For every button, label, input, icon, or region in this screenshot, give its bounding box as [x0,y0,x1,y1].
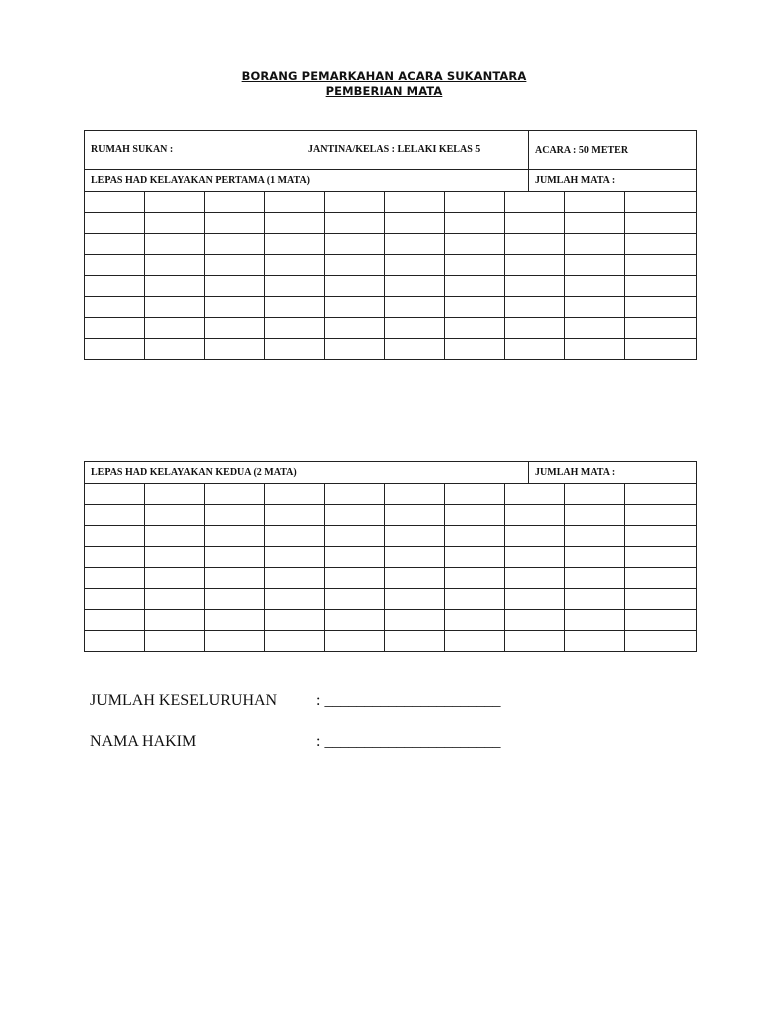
score-cell[interactable] [505,213,565,234]
table-row [85,276,697,297]
table-row [85,505,697,526]
score-cell[interactable] [205,318,265,339]
score-cell[interactable] [505,505,565,526]
score-cell[interactable] [625,526,697,547]
score-cell[interactable] [385,610,445,631]
score-cell[interactable] [505,234,565,255]
table-row [85,568,697,589]
score-cell[interactable] [505,297,565,318]
score-cell[interactable] [145,568,205,589]
acara-label: ACARA : 50 METER [529,131,697,170]
score-cell[interactable] [505,631,565,652]
score-cell[interactable] [265,526,325,547]
table-row [85,526,697,547]
score-cell[interactable] [85,192,145,213]
score-cell[interactable] [445,505,505,526]
score-cell[interactable] [565,568,625,589]
score-cell[interactable] [445,276,505,297]
score-cell[interactable] [325,610,385,631]
score-cell[interactable] [205,589,265,610]
score-cell[interactable] [445,589,505,610]
score-cell[interactable] [625,505,697,526]
nama-hakim-row [90,733,500,751]
form-subtitle: PEMBERIAN MATA [325,84,443,98]
jumlah-mata-label-2: JUMLAH MATA : [529,462,697,484]
score-cell[interactable] [505,610,565,631]
scoring-table-first [84,130,697,360]
score-cell[interactable] [445,568,505,589]
score-cell[interactable] [265,547,325,568]
score-cell[interactable] [625,631,697,652]
score-cell[interactable] [505,568,565,589]
score-cell[interactable] [385,339,445,360]
score-cell[interactable] [505,255,565,276]
score-cell[interactable] [445,526,505,547]
score-cell[interactable] [325,631,385,652]
score-cell[interactable] [565,505,625,526]
score-cell[interactable] [325,297,385,318]
score-cell[interactable] [205,192,265,213]
score-cell[interactable] [445,339,505,360]
score-cell[interactable] [625,589,697,610]
score-cell[interactable] [565,213,625,234]
score-cell[interactable] [445,547,505,568]
rumah-sukan-label: RUMAH SUKAN : [91,144,174,155]
score-cell[interactable] [445,484,505,505]
score-cell[interactable] [205,297,265,318]
score-cell[interactable] [505,192,565,213]
score-cell[interactable] [565,631,625,652]
score-cell[interactable] [265,297,325,318]
score-cell[interactable] [625,484,697,505]
score-cell[interactable] [565,484,625,505]
jantina-kelas-label: JANTINA/KELAS : LELAKI KELAS 5 [308,144,481,155]
score-cell[interactable] [205,505,265,526]
score-cell[interactable] [325,589,385,610]
score-cell[interactable] [325,234,385,255]
nama-hakim-label: NAMA HAKIM [90,733,197,750]
score-cell[interactable] [145,213,205,234]
table-row [85,234,697,255]
score-cell[interactable] [565,318,625,339]
jumlah-keseluruhan-blank: : ______________________ [316,692,501,709]
score-cell[interactable] [385,568,445,589]
score-cell[interactable] [445,192,505,213]
score-cell[interactable] [85,318,145,339]
form-title: BORANG PEMARKAHAN ACARA SUKANTARA [241,69,527,83]
score-cell[interactable] [385,276,445,297]
nama-hakim-blank: : ______________________ [316,733,501,750]
score-cell[interactable] [205,526,265,547]
score-cell[interactable] [565,192,625,213]
jumlah-mata-label-1: JUMLAH MATA : [529,170,697,192]
table-row [85,297,697,318]
score-cell[interactable] [325,255,385,276]
score-cell[interactable] [565,276,625,297]
score-cell[interactable] [625,234,697,255]
score-cell[interactable] [325,526,385,547]
score-cell[interactable] [85,568,145,589]
score-cell[interactable] [505,339,565,360]
score-cell[interactable] [205,339,265,360]
score-cell[interactable] [325,213,385,234]
score-cell[interactable] [145,610,205,631]
score-cell[interactable] [445,318,505,339]
score-cell[interactable] [265,213,325,234]
score-cell[interactable] [505,276,565,297]
score-cell[interactable] [205,213,265,234]
score-cell[interactable] [85,547,145,568]
score-cell[interactable] [85,213,145,234]
score-cell[interactable] [325,547,385,568]
score-cell[interactable] [445,297,505,318]
score-cell[interactable] [85,589,145,610]
score-cell[interactable] [385,234,445,255]
score-cell[interactable] [145,234,205,255]
score-cell[interactable] [565,526,625,547]
score-cell[interactable] [265,255,325,276]
score-cell[interactable] [205,276,265,297]
score-cell[interactable] [625,276,697,297]
score-cell[interactable] [625,255,697,276]
score-cell[interactable] [205,234,265,255]
score-cell[interactable] [205,631,265,652]
score-cell[interactable] [625,213,697,234]
score-cell[interactable] [565,589,625,610]
score-cell[interactable] [385,213,445,234]
header-cell-rumah-jantina [85,131,529,170]
score-cell[interactable] [385,526,445,547]
score-cell[interactable] [145,547,205,568]
score-cell[interactable] [325,339,385,360]
score-cell[interactable] [145,631,205,652]
score-cell[interactable] [385,589,445,610]
score-cell[interactable] [445,610,505,631]
score-grid-first [85,192,697,360]
score-cell[interactable] [385,255,445,276]
score-cell[interactable] [265,318,325,339]
table-row [85,484,697,505]
jumlah-keseluruhan-row [90,692,500,710]
score-cell[interactable] [85,297,145,318]
score-cell[interactable] [625,192,697,213]
score-cell[interactable] [565,547,625,568]
score-cell[interactable] [325,568,385,589]
table-row [85,631,697,652]
table-row [85,547,697,568]
score-cell[interactable] [625,547,697,568]
score-cell[interactable] [85,234,145,255]
score-cell[interactable] [385,484,445,505]
score-cell[interactable] [325,505,385,526]
score-cell[interactable] [265,610,325,631]
table-row [85,589,697,610]
score-cell[interactable] [145,297,205,318]
score-cell[interactable] [205,484,265,505]
score-cell[interactable] [265,234,325,255]
score-cell[interactable] [625,339,697,360]
score-cell[interactable] [145,276,205,297]
score-cell[interactable] [85,339,145,360]
score-cell[interactable] [625,318,697,339]
score-cell[interactable] [145,589,205,610]
score-cell[interactable] [205,255,265,276]
table-row [85,213,697,234]
score-cell[interactable] [505,318,565,339]
table-row [85,192,697,213]
score-cell[interactable] [505,526,565,547]
table-row [85,255,697,276]
score-cell[interactable] [385,297,445,318]
score-cell[interactable] [385,505,445,526]
score-cell[interactable] [565,255,625,276]
score-grid-second [85,484,697,652]
score-cell[interactable] [325,192,385,213]
score-cell[interactable] [265,339,325,360]
score-cell[interactable] [325,318,385,339]
score-cell[interactable] [85,276,145,297]
score-cell[interactable] [85,610,145,631]
score-cell[interactable] [265,568,325,589]
score-cell[interactable] [385,318,445,339]
score-cell[interactable] [505,589,565,610]
lepas-had-kedua-label: LEPAS HAD KELAYAKAN KEDUA (2 MATA) [85,462,529,484]
score-cell[interactable] [445,234,505,255]
score-cell[interactable] [445,255,505,276]
score-cell[interactable] [265,505,325,526]
score-cell[interactable] [205,568,265,589]
score-cell[interactable] [265,484,325,505]
score-cell[interactable] [205,547,265,568]
score-cell[interactable] [85,505,145,526]
score-cell[interactable] [265,589,325,610]
score-cell[interactable] [565,610,625,631]
score-cell[interactable] [145,505,205,526]
score-cell[interactable] [265,192,325,213]
table-row [85,610,697,631]
table-row [85,318,697,339]
score-cell[interactable] [505,484,565,505]
jumlah-keseluruhan-label: JUMLAH KESELURUHAN [90,692,278,709]
score-cell[interactable] [145,318,205,339]
score-cell[interactable] [205,610,265,631]
score-cell[interactable] [445,213,505,234]
score-cell[interactable] [265,631,325,652]
score-cell[interactable] [145,192,205,213]
score-cell[interactable] [325,484,385,505]
score-cell[interactable] [505,547,565,568]
score-cell[interactable] [145,484,205,505]
score-cell[interactable] [565,234,625,255]
score-cell[interactable] [145,526,205,547]
score-cell[interactable] [625,297,697,318]
score-cell[interactable] [265,276,325,297]
score-cell[interactable] [145,339,205,360]
score-cell[interactable] [625,568,697,589]
score-cell[interactable] [385,192,445,213]
score-cell[interactable] [565,339,625,360]
scoring-table-second [84,461,697,652]
score-cell[interactable] [85,255,145,276]
table-row [85,339,697,360]
score-cell[interactable] [565,297,625,318]
score-cell[interactable] [625,610,697,631]
score-cell[interactable] [385,547,445,568]
score-cell[interactable] [85,631,145,652]
score-cell[interactable] [385,631,445,652]
score-cell[interactable] [145,255,205,276]
score-cell[interactable] [325,276,385,297]
lepas-had-pertama-label: LEPAS HAD KELAYAKAN PERTAMA (1 MATA) [85,170,529,192]
score-cell[interactable] [85,526,145,547]
score-cell[interactable] [445,631,505,652]
score-cell[interactable] [85,484,145,505]
